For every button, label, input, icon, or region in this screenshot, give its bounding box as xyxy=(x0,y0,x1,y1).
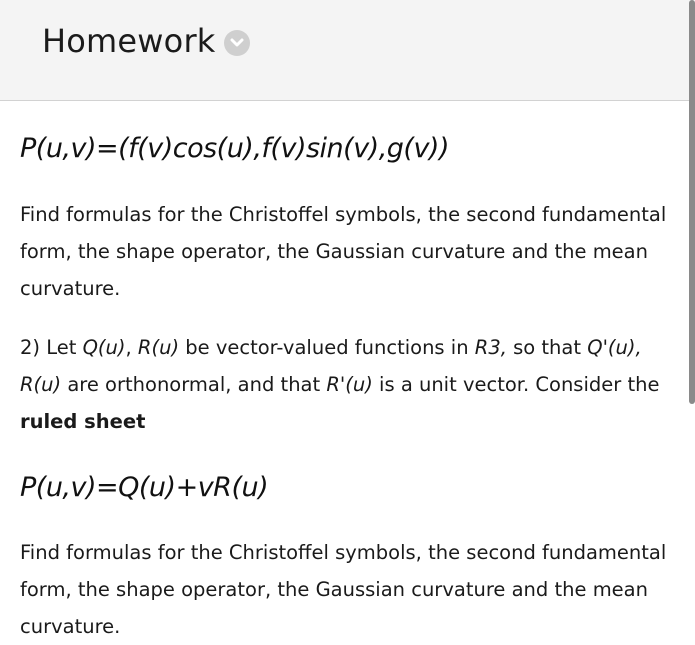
q2-math: R(u) xyxy=(137,336,180,359)
page-header xyxy=(0,0,695,101)
q2-text: be vector-valued functions in xyxy=(179,336,475,359)
title-row xyxy=(42,22,250,60)
formula-surface: P(u,v)=(f(v)cos(u),f(v)sin(v),g(v)) xyxy=(20,133,450,164)
q2-text: is a unit vector. Consider the xyxy=(372,373,660,396)
scrollbar[interactable] xyxy=(689,0,695,404)
q2-bold-term: ruled sheet xyxy=(20,410,146,433)
q2-text: , xyxy=(125,336,138,359)
formula-ruled-sheet: P(u,v)=Q(u)+vR(u) xyxy=(20,472,269,503)
q2-math: R(u) xyxy=(20,373,62,396)
q2-math: R'(u) xyxy=(326,373,373,396)
instruction-paragraph-1: Find formulas for the Christoffel symbols, the second fundamental form, the shape operator, the Gaussian curvature and the mean curvature. xyxy=(20,203,667,300)
q2-text: are orthonormal, and that xyxy=(61,373,327,396)
chevron-down-icon[interactable] xyxy=(224,30,250,56)
page-title: Homework xyxy=(42,22,216,60)
q2-text: so that xyxy=(506,336,588,359)
question-2-paragraph xyxy=(20,329,675,440)
q2-math: Q'(u), xyxy=(587,336,642,359)
q2-math: R3, xyxy=(474,336,507,359)
q2-text: 2) Let xyxy=(20,336,83,359)
instruction-paragraph-2: Find formulas for the Christoffel symbols, the second fundamental form, the shape operator, the Gaussian curvature and the mean curvature. xyxy=(20,541,667,638)
q2-math: Q(u) xyxy=(82,336,126,359)
